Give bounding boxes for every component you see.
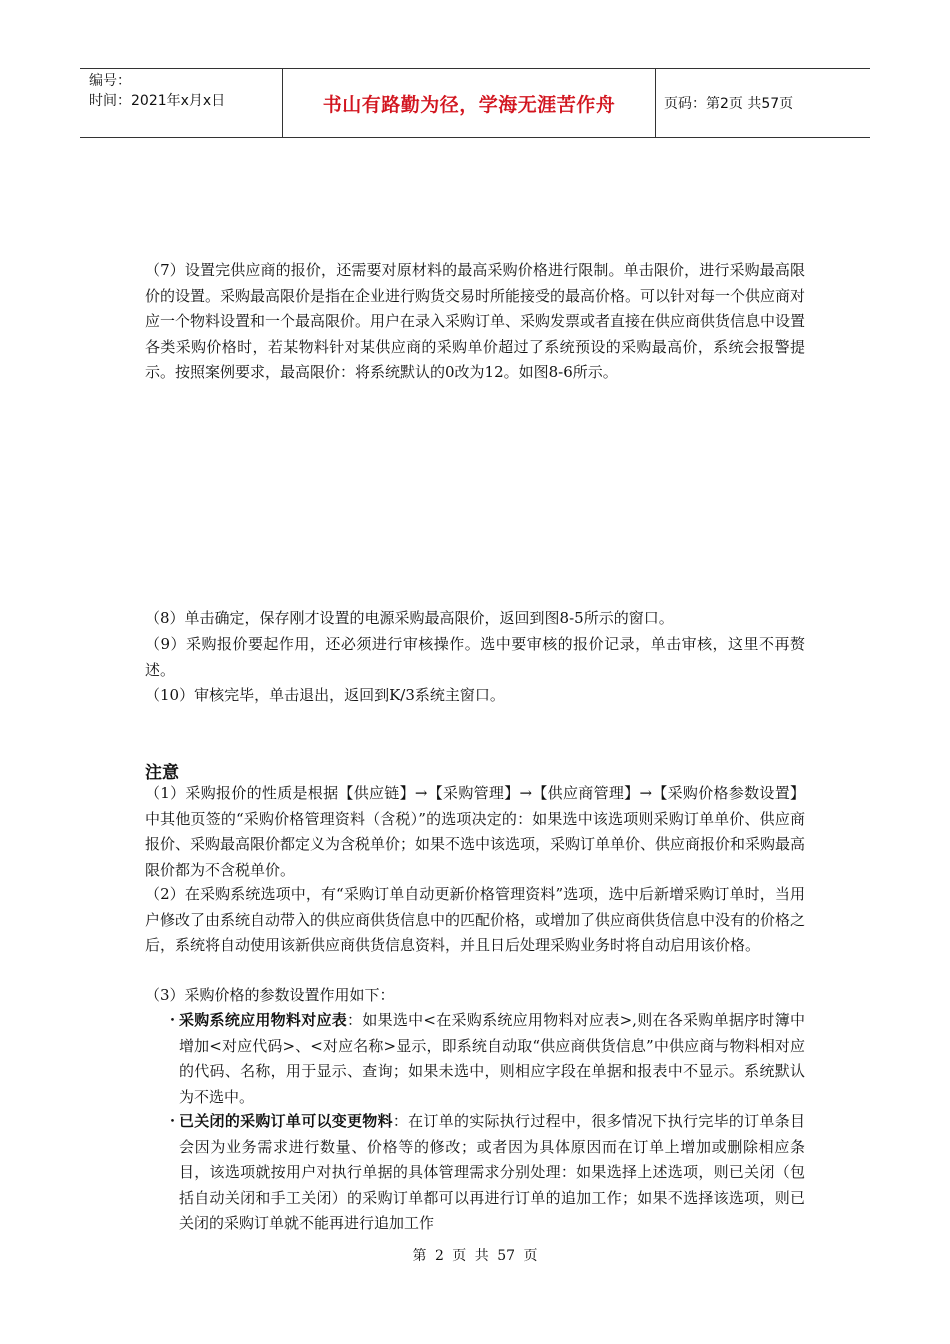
page-header (80, 68, 870, 138)
bullet-1-title: 采购系统应用物料对应表 (179, 1011, 348, 1029)
bullet-closed-orders (165, 1109, 805, 1237)
bullet-1-text: ：如果选中<在采购系统应用物料对应表>,则在各采购单据序时簿中增加<对应代码>、<对应名称>显示，即系统自动取“供应商供货信息”中供应商与物料相对应的代码、名称，用于显示、查询；如果未选中，则相应字段在单据和报表中不显示。系统默认为不选中。 (179, 1011, 805, 1106)
bullet-dot: ・ (165, 1112, 181, 1130)
bullet-2-text: ：在订单的实际执行过程中，很多情况下执行完毕的订单条目会因为业务需求进行数量、价格等的修改；或者因为具体原因而在订单上增加或删除相应条目，该选项就按用户对执行单据的具体管理需求分别处理：如果选择上述选项，则已关闭（包括自动关闭和手工关闭）的采购订单都可以再进行订单的追加工作；如果不选择该选项，则已关闭的采购订单就不能再进行追加工作 (179, 1112, 805, 1232)
paragraph-9: （9）采购报价要起作用，还必须进行审核操作。选中要审核的报价记录，单击审核，这里不再赘述。 (145, 635, 805, 679)
bullet-dot: ・ (165, 1011, 181, 1029)
note-1: （1）采购报价的性质是根据【供应链】→【采购管理】→【供应商管理】→【采购价格参数设置】中其他页签的“采购价格管理资料（含税）”的选项决定的：如果选中该选项则采购订单单价、供应商报价、采购最高限价都定义为含税单价；如果不选中该选项，采购订单单价、供应商报价和采购最高限价都为不含税单价。 (145, 784, 806, 879)
paragraph-7: （7）设置完供应商的报价，还需要对原材料的最高采购价格进行限制。单击限价，进行采购最高限价的设置。采购最高限价是指在企业进行购货交易时所能接受的最高价格。可以针对每一个供应商对应一个物料设置和一个最高限价。用户在录入采购订单、采购发票或者直接在供应商供货信息中设置各类采购价格时，若某物料针对某供应商的采购单价超过了系统预设的采购最高价，系统会报警提示。按照案例要求，最高限价：将系统默认的0改为12。如图8-6所示。 (145, 261, 806, 381)
bullet-2-body (165, 1109, 805, 1237)
bullet-2-title: 已关闭的采购订单可以变更物料 (179, 1112, 393, 1130)
bullet-material-table (165, 1008, 805, 1110)
note-heading: 注意 (145, 763, 179, 783)
note-2: （2）在采购系统选项中，有“采购订单自动更新价格管理资料”选项，选中后新增采购订单时，当用户修改了由系统自动带入的供应商供货信息中的匹配价格，或增加了供应商供货信息中没有的价格之后，系统将自动使用该新供应商供货信息资料，并且日后处理采购业务时将自动启用该价格。 (145, 885, 806, 954)
note-3: （3）采购价格的参数设置作用如下： (145, 986, 395, 1004)
header-page-info: 页码：第2页 共57页 (664, 96, 794, 112)
paragraph-8: （8）单击确定，保存刚才设置的电源采购最高限价，返回到图8-5所示的窗口。 (145, 609, 674, 627)
header-motto: 书山有路勤为径，学海无涯苦作舟 (283, 69, 656, 137)
bullet-1-body (165, 1008, 805, 1110)
paragraph-10: （10）审核完毕，单击退出，返回到K/3系统主窗口。 (145, 686, 505, 704)
header-time-label: 时间：2021年x月x日 (89, 93, 226, 109)
page-footer: 第 2 页 共 57 页 (412, 1248, 538, 1264)
header-number-label: 编号： (89, 73, 131, 89)
header-meta (80, 69, 283, 137)
